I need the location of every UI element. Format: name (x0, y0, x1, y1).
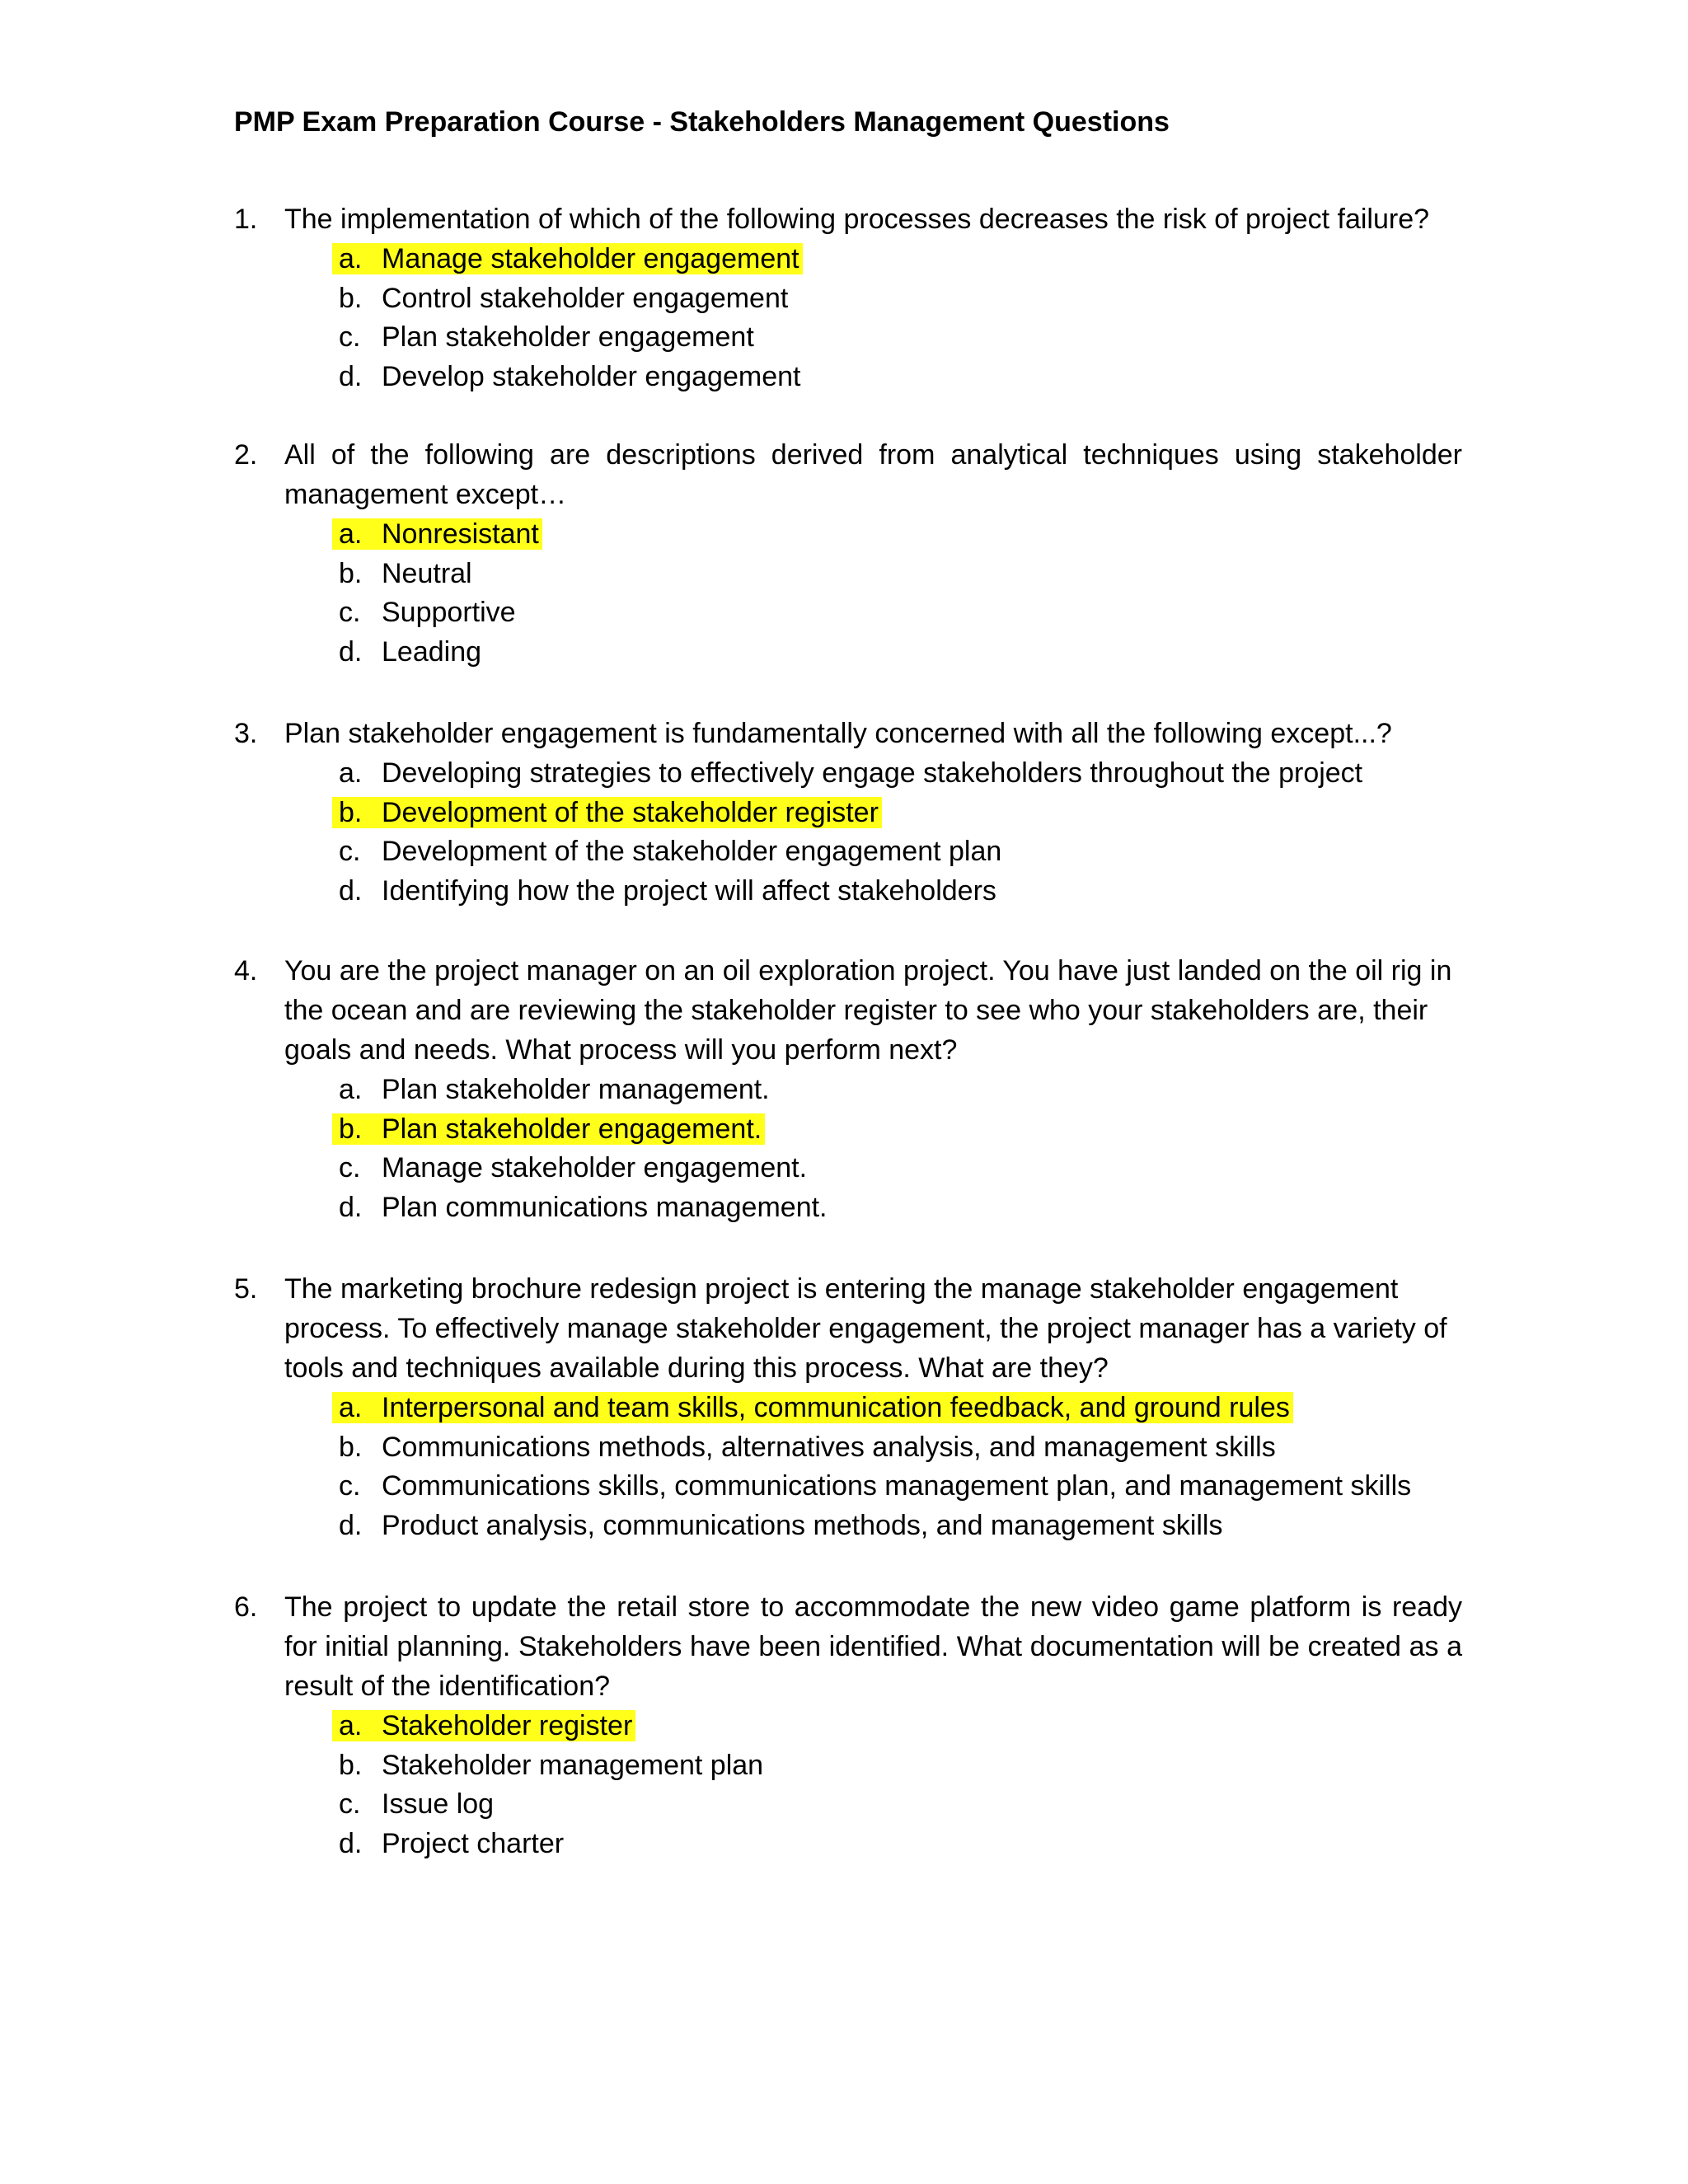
option-text: Leading (382, 635, 482, 668)
answer-row (332, 558, 476, 589)
option-text: Communications skills, communications management plan, and management skills (382, 1470, 1412, 1502)
option-text: Project charter (382, 1827, 565, 1859)
question-stem (234, 1269, 1462, 1388)
option-text: Issue log (382, 1788, 495, 1820)
highlighted-answer (332, 243, 803, 274)
answer-option-d (234, 871, 1462, 911)
option-letter: d. (339, 874, 363, 907)
question-stem (234, 714, 1462, 753)
option-text: Plan stakeholder management. (382, 1074, 770, 1105)
answer-row (332, 1828, 567, 1859)
option-letter: c. (339, 1788, 361, 1820)
answer-row (332, 1750, 767, 1781)
option-letter: c. (339, 1470, 361, 1502)
option-letter: b. (339, 1431, 363, 1463)
question-2 (234, 435, 1462, 671)
answer-options (234, 514, 1462, 671)
option-letter: d. (339, 360, 363, 392)
option-letter: a. (339, 518, 363, 550)
answer-option-b (234, 1746, 1462, 1785)
option-text: Control stakeholder engagement (382, 282, 789, 314)
option-letter: b. (339, 557, 363, 589)
highlighted-answer (332, 518, 542, 550)
question-stem (234, 951, 1462, 1070)
highlighted-answer (332, 1710, 635, 1741)
option-letter: c. (339, 597, 361, 628)
answer-options (234, 1070, 1462, 1226)
option-text: Identifying how the project will affect stakeholders (382, 874, 996, 907)
option-text: Product analysis, communications methods, and management skills (382, 1509, 1223, 1541)
option-text: Development of the stakeholder engagement plan (382, 836, 1002, 867)
answer-row (332, 1192, 831, 1223)
question-stem (234, 199, 1462, 239)
question-text: The marketing brochure redesign project is entering the manage stakeholder engagement process. To effectively manage stakeholder engagement, the project manager has a variety of tools and techniques available during this process. What are they? (284, 1273, 1447, 1384)
option-text: Nonresistant (382, 518, 539, 550)
option-text: Plan communications management. (382, 1191, 828, 1223)
option-text: Manage stakeholder engagement. (382, 1152, 808, 1183)
question-4 (234, 951, 1462, 1226)
question-number: 6. (234, 1591, 258, 1623)
option-letter: d. (339, 1509, 363, 1541)
option-text: Supportive (382, 597, 516, 628)
question-number: 5. (234, 1273, 258, 1305)
option-letter: c. (339, 321, 361, 353)
option-letter: d. (339, 1827, 363, 1859)
answer-option-c (234, 317, 1462, 357)
question-stem (234, 1587, 1462, 1706)
answer-option-a (234, 1070, 1462, 1109)
answer-row (332, 1510, 1226, 1541)
answer-option-a (234, 1388, 1462, 1427)
answer-row (332, 1470, 1414, 1502)
answer-option-d (234, 632, 1462, 672)
option-letter: a. (339, 1074, 363, 1105)
highlighted-answer (332, 1113, 765, 1145)
answer-row (332, 636, 485, 668)
option-letter: a. (339, 243, 363, 274)
answer-option-b (234, 279, 1462, 318)
question-number: 1. (234, 204, 258, 235)
question-text: The implementation of which of the following processes decreases the risk of project failure? (284, 204, 1430, 235)
option-text: Development of the stakeholder register (382, 796, 879, 828)
option-letter: d. (339, 1191, 363, 1223)
option-text: Plan stakeholder engagement (382, 321, 754, 353)
answer-option-c (234, 832, 1462, 871)
option-text: Stakeholder management plan (382, 1749, 764, 1781)
answer-option-b (234, 1427, 1462, 1467)
question-text: You are the project manager on an oil exploration project. You have just landed on the oil rig in the ocean and are reviewing the stakeholder register to see who your stakeholders are, their goals and needs. What process will you perform next? (284, 955, 1452, 1066)
answer-row (332, 361, 804, 392)
answer-option-d (234, 1506, 1462, 1545)
answer-options (234, 239, 1462, 396)
option-text: Manage stakeholder engagement (382, 243, 799, 274)
answer-option-c (234, 1466, 1462, 1506)
question-number: 3. (234, 718, 258, 749)
answer-options (234, 753, 1462, 910)
option-text: Plan stakeholder engagement. (382, 1113, 762, 1145)
option-text: Neutral (382, 557, 472, 589)
question-6 (234, 1587, 1462, 1863)
answer-option-a (234, 514, 1462, 554)
option-text: Interpersonal and team skills, communication feedback, and ground rules (382, 1392, 1290, 1423)
question-text: All of the following are descriptions derived from analytical techniques using stakeholder management except… (284, 439, 1462, 510)
option-letter: a. (339, 757, 363, 789)
answer-option-c (234, 1784, 1462, 1824)
answer-option-c (234, 593, 1462, 632)
answer-option-a (234, 1706, 1462, 1746)
question-number: 4. (234, 955, 258, 987)
option-letter: b. (339, 796, 363, 828)
question-3 (234, 714, 1462, 910)
answer-row (332, 1432, 1279, 1463)
answer-row (332, 757, 1366, 789)
option-letter: b. (339, 282, 363, 314)
answer-row (332, 1788, 497, 1820)
answer-options (234, 1388, 1462, 1544)
question-1 (234, 199, 1462, 396)
answer-row (332, 875, 1000, 907)
option-text: Stakeholder register (382, 1710, 633, 1741)
answer-row (332, 1074, 773, 1105)
answer-option-d (234, 357, 1462, 396)
answer-options (234, 1706, 1462, 1863)
answer-row (332, 283, 791, 314)
option-letter: b. (339, 1749, 363, 1781)
option-text: Developing strategies to effectively engage stakeholders throughout the project (382, 757, 1363, 789)
question-number: 2. (234, 439, 258, 471)
option-letter: c. (339, 836, 361, 867)
answer-option-a (234, 753, 1462, 793)
answer-row (332, 321, 757, 353)
answer-option-b (234, 1109, 1462, 1149)
option-text: Develop stakeholder engagement (382, 360, 801, 392)
option-letter: d. (339, 635, 363, 668)
page-title: PMP Exam Preparation Course - Stakeholders Management Questions (234, 106, 1170, 138)
option-letter: a. (339, 1392, 363, 1423)
answer-option-b (234, 793, 1462, 832)
option-letter: a. (339, 1710, 363, 1741)
answer-row (332, 597, 519, 628)
option-text: Communications methods, alternatives analysis, and management skills (382, 1431, 1276, 1463)
question-5 (234, 1269, 1462, 1544)
answer-row (332, 1152, 810, 1183)
answer-option-c (234, 1148, 1462, 1188)
highlighted-answer (332, 797, 882, 828)
answer-option-d (234, 1188, 1462, 1227)
answer-option-b (234, 554, 1462, 593)
option-letter: b. (339, 1113, 363, 1145)
answer-option-a (234, 239, 1462, 279)
highlighted-answer (332, 1392, 1293, 1423)
answer-option-d (234, 1824, 1462, 1863)
option-letter: c. (339, 1152, 361, 1183)
question-text: The project to update the retail store to accommodate the new video game platform is ready for initial planning. Stakeholders have been identified. What documentation will be created as a result of the identification? (284, 1591, 1462, 1702)
question-text: Plan stakeholder engagement is fundamentally concerned with all the following except...? (284, 718, 1392, 749)
answer-row (332, 836, 1005, 867)
question-stem (234, 435, 1462, 514)
